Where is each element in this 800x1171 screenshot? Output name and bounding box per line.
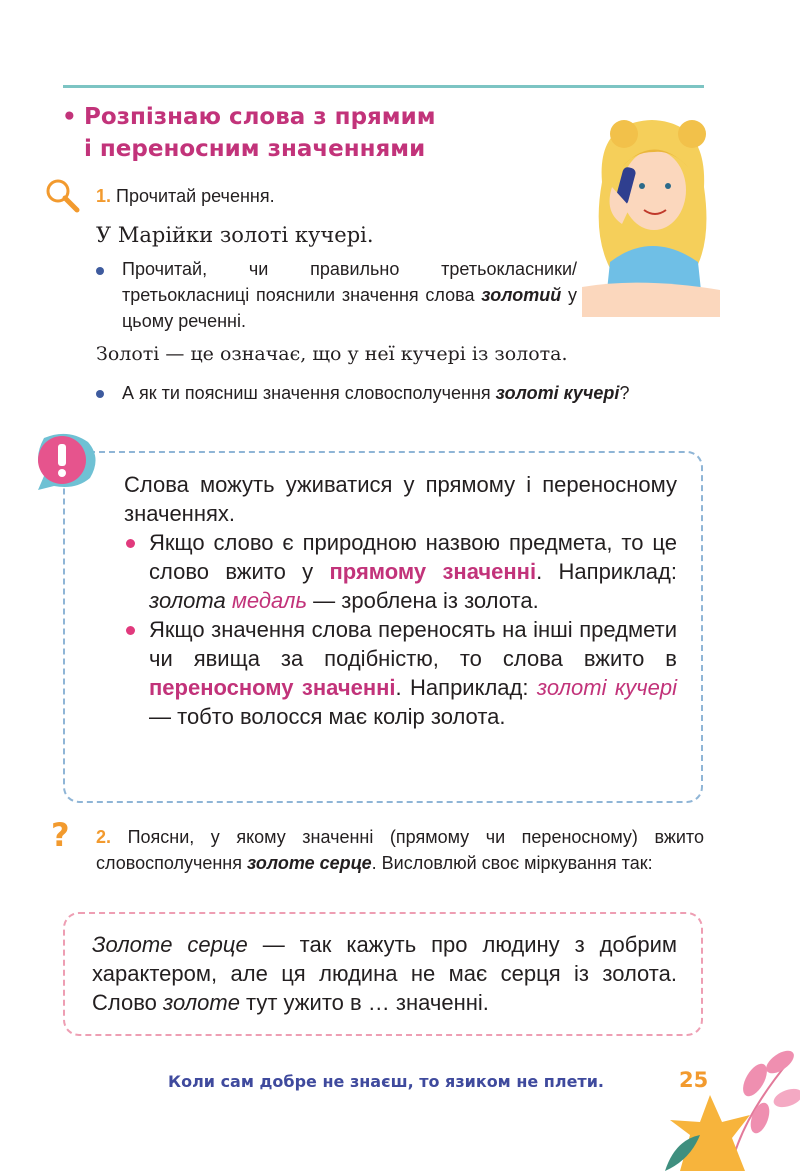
task-1-number: 1. bbox=[96, 186, 112, 206]
girl-on-phone-illustration bbox=[582, 112, 722, 317]
title-bullet: • bbox=[62, 104, 77, 130]
rule-item-text: — тобто волосся має колір золота. bbox=[149, 704, 506, 729]
example-phrase: Золоте серце bbox=[92, 932, 248, 957]
bullet-1-keyword: золотий bbox=[481, 285, 562, 305]
task-2-text-start: Поясни, у якому значенні (прямому чи переносному) вжито словосполучення bbox=[96, 827, 704, 873]
bullet-1-text: Прочитай, чи правильно третьокласники/третьокласниці пояснили значення слова bbox=[122, 259, 577, 305]
rule-intro: Слова можуть уживатися у прямому і переносному значеннях. bbox=[124, 472, 677, 526]
task-1-bullet-2 bbox=[122, 380, 705, 406]
example-text-end: тут ужито в … значенні. bbox=[239, 990, 489, 1015]
bullet-2-text-end: ? bbox=[619, 383, 630, 403]
rule-item-text: Якщо слово є природною назвою предмета, то це слово вжито у bbox=[149, 530, 677, 584]
rule-item-figurative bbox=[124, 615, 677, 731]
task-1-text: Прочитай речення. bbox=[116, 186, 275, 206]
exclamation-icon bbox=[30, 430, 100, 494]
title-line-1: Розпізнаю слова з прямим bbox=[84, 104, 436, 130]
rule-item-text: Якщо значення слова переносять на інші предмети чи явища за подібністю, то слова вжито в bbox=[149, 617, 677, 671]
title-line-2: і переносним значеннями bbox=[84, 136, 426, 162]
footer-proverb: Коли сам добре не знаєш, то язиком не плети. bbox=[168, 1072, 604, 1091]
question-mark-icon: ? bbox=[51, 816, 70, 854]
example-phrase-highlight: золоті кучері bbox=[536, 675, 678, 700]
example-sentence: У Марійки золоті кучері. bbox=[96, 223, 374, 247]
term-figurative-meaning: переносному значенні bbox=[149, 675, 396, 700]
bullet-dot bbox=[96, 390, 104, 398]
task-2-text bbox=[96, 824, 704, 876]
rule-item-text: — зроблена із золота. bbox=[307, 588, 539, 613]
example-word-highlight: медаль bbox=[231, 588, 308, 613]
rule-text bbox=[124, 470, 677, 731]
term-direct-meaning: прямому значенні bbox=[329, 559, 537, 584]
task-1-bullet-1 bbox=[122, 256, 577, 334]
autumn-leaves-decoration bbox=[660, 1040, 800, 1171]
rule-item-text: . Наприклад: bbox=[395, 675, 537, 700]
rule-item-text: . Наприклад: bbox=[536, 559, 677, 584]
example-word: золота bbox=[149, 588, 226, 613]
bullet-2-text: А як ти поясниш значення словосполучення bbox=[122, 383, 496, 403]
rule-item-direct bbox=[124, 528, 677, 615]
bullet-1-text-end: у цьому реченні. bbox=[122, 285, 577, 331]
example-word: золоте bbox=[163, 990, 240, 1015]
page-title bbox=[62, 101, 436, 165]
bullet-2-phrase: золоті кучері bbox=[495, 383, 620, 403]
page-number: 25 bbox=[679, 1068, 709, 1092]
example-text: — так кажуть про людину з добрим характером, але ця людина не має серця із золота. Слово bbox=[92, 932, 677, 1015]
bullet-dot bbox=[96, 267, 104, 275]
task-2-phrase: золоте серце bbox=[246, 853, 372, 873]
task-1-instruction bbox=[96, 186, 275, 207]
magnifier-icon bbox=[44, 177, 82, 215]
top-divider bbox=[63, 85, 704, 88]
task-2-number: 2. bbox=[96, 827, 112, 847]
task-2-text-end: . Висловлюй своє міркування так: bbox=[371, 853, 653, 873]
student-explanation: Золоті — це означає, що у неї кучері із золота. bbox=[96, 343, 568, 365]
example-answer-text bbox=[92, 930, 677, 1017]
